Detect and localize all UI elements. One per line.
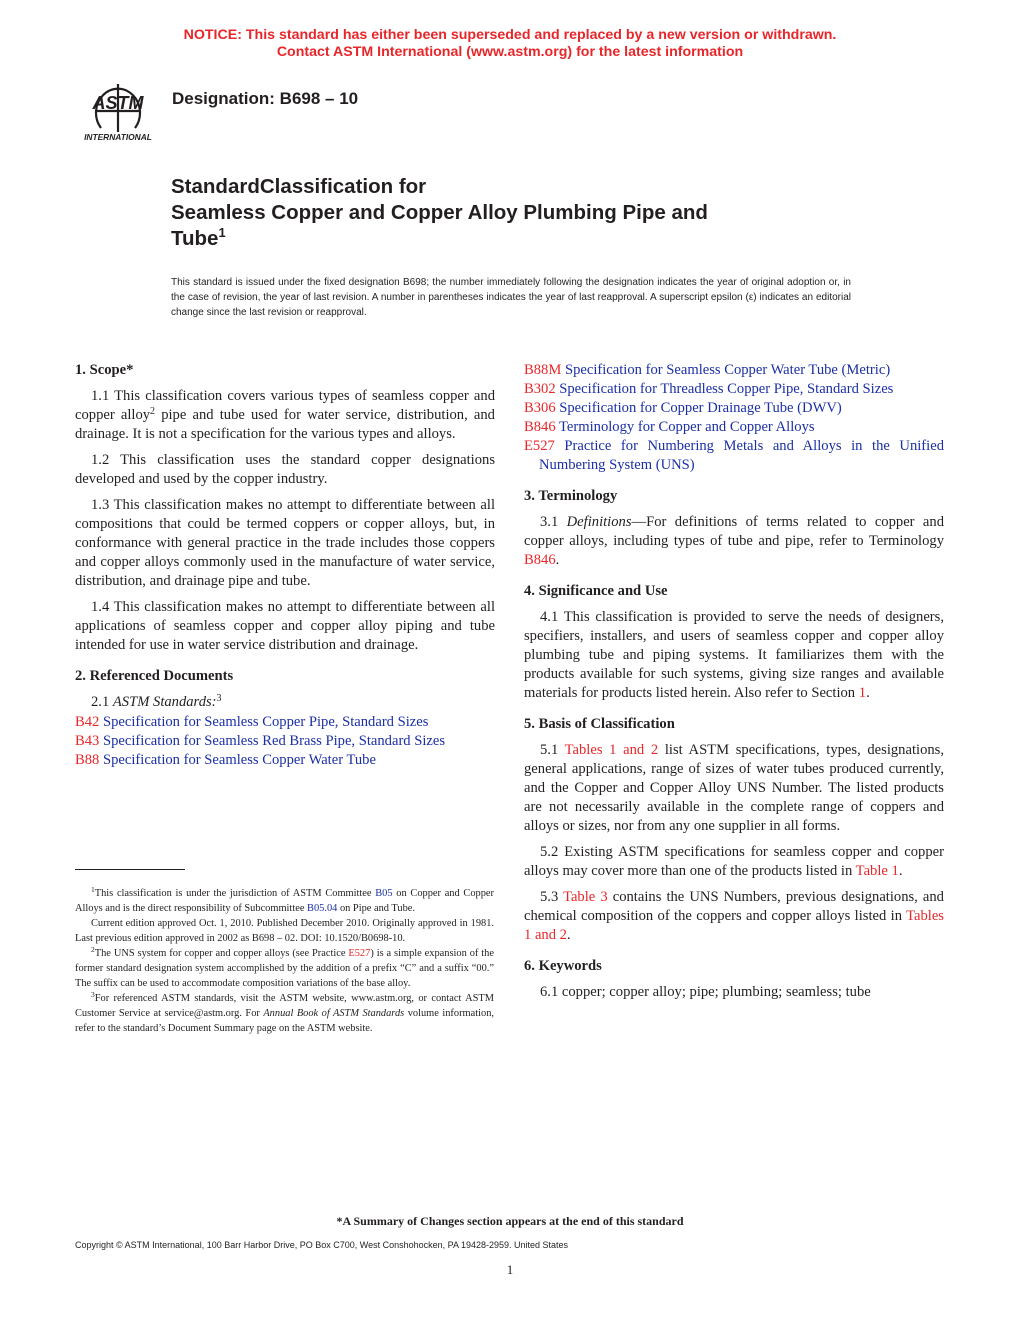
astm-logo-icon [75, 74, 161, 146]
basis-paragraph-2: 5.2 Existing ASTM specifications for seamless copper and copper alloys may cover more than one of the products listed in Table 1. [524, 844, 944, 879]
significance-heading: 4. Significance and Use [524, 583, 668, 599]
reference-item[interactable]: B306 Specification for Copper Drainage Tube (DWV) [524, 400, 842, 416]
link-b05[interactable]: B05 [375, 888, 393, 899]
designation: Designation: B698 – 10 [172, 89, 359, 108]
footnote-divider [75, 869, 185, 870]
reference-item[interactable]: B42 Specification for Seamless Copper Pipe, Standard Sizes [75, 714, 429, 730]
notice-line-1: NOTICE: This standard has either been superseded and replaced by a new version or withdrawn. [183, 27, 837, 43]
scope-heading: 1. Scope* [75, 362, 134, 378]
scope-paragraph-1: 1.1 This classification covers various types of seamless copper and copper alloy$^2$ pipe and tube used for water service, distribution, and drainage. It is not a specification for the various types and alloys. [75, 388, 495, 442]
reference-item[interactable]: B88M Specification for Seamless Copper Water Tube (Metric) [524, 362, 891, 378]
footnote-ref-3[interactable]: 3 [216, 693, 222, 704]
significance-paragraph: 4.1 This classification is provided to serve the needs of designers, specifiers, installers, and users of seamless copper and copper alloy plumbing tube and piping systems. It familiarizes them with the products available for such systems, giving size ranges and available materials for products listed herein. Also refer to Section 1. [524, 609, 944, 701]
right-column [524, 361, 944, 1009]
copyright: Copyright © ASTM International, 100 Barr Harbor Drive, PO Box C700, West Conshohocken, PA 19428-2959. United States [75, 1240, 569, 1250]
reference-item[interactable]: B846 Terminology for Copper and Copper Alloys [524, 419, 815, 435]
scope-paragraph-4: 1.4 This classification makes no attempt to differentiate between all applications of seamless copper and copper alloy piping and tube intended for use in water service distribution and drainage. [75, 599, 495, 653]
summary-note: *A Summary of Changes section appears at the end of this standard [336, 1214, 684, 1228]
link-table-3[interactable]: Table 3 [563, 889, 608, 905]
link-b05-04[interactable]: B05.04 [307, 903, 338, 914]
supersession-notice [0, 27, 1020, 61]
link-e527[interactable]: E527 [348, 948, 371, 959]
left-column [75, 361, 495, 770]
scope-paragraph-3: 1.3 This classification makes no attempt to differentiate between all compositions that could be termed coppers or copper alloys, but, in conformance with general practice in the trade includes those coppers and copper alloys commonly used in the manufacture of water service, distribution, and drainage pipe and tube. [75, 497, 495, 589]
footnote-1: $^1$This classification is under the jurisdiction of ASTM Committee B05 on Copper and Copper Alloys and is the direct responsibility of Subcommittee B05.04 on Pipe and Tube. [75, 885, 494, 914]
issued-note: This standard is issued under the fixed designation B698; the number immediately following the designation indicates the year of original adoption or, in the case of revision, the year of last revision. A number in parentheses indicates the year of last reapproval. A superscript epsilon (ε) indicates an editorial change since the last revision or reapproval. [171, 277, 851, 318]
footnotes [75, 886, 494, 1036]
footnote-1-edition: Current edition approved Oct. 1, 2010. Published December 2010. Originally approved in 1981. Last previous edition approved in 2002 as B698 – 02. DOI: 10.1520/B0698-10. [75, 918, 494, 944]
reference-item[interactable]: B302 Specification for Threadless Copper Pipe, Standard Sizes [524, 381, 894, 397]
link-b846[interactable]: B846 [524, 552, 556, 568]
link-table-1[interactable]: Table 1 [855, 863, 899, 879]
reference-item[interactable]: E527 Practice for Numbering Metals and Alloys in the Unified Numbering System (UNS) [524, 438, 944, 473]
footnote-ref-2[interactable]: 2 [150, 406, 156, 417]
title-line-2: Seamless Copper and Copper Alloy Plumbing Pipe and [171, 201, 708, 224]
title-line-3: Tube [171, 227, 219, 250]
title-footnote-ref[interactable]: 1 [218, 225, 226, 240]
footnote-3: $^3$For referenced ASTM standards, visit the ASTM website, www.astm.org, or contact ASTM Customer Service at service@astm.org. For Annual Book of ASTM Standards volume information, refer to the standard’s Document Summary page on the ASTM website. [75, 990, 494, 1034]
terminology-heading: 3. Terminology [524, 488, 618, 504]
title-line-1: StandardClassification for [171, 175, 427, 198]
scope-paragraph-2: 1.2 This classification uses the standard copper designations developed and used by the copper industry. [75, 452, 495, 487]
keywords-paragraph: 6.1 copper; copper alloy; pipe; plumbing; seamless; tube [540, 984, 871, 1000]
terminology-paragraph: 3.1 Definitions—For definitions of terms related to copper and copper alloys, including types of tube and pipe, refer to Terminology B846. [524, 514, 944, 568]
reference-item[interactable]: B88 Specification for Seamless Copper Water Tube [75, 752, 376, 768]
logo-subtext: INTERNATIONAL [84, 132, 152, 142]
keywords-heading: 6. Keywords [524, 958, 602, 974]
footnote-2: $^2$The UNS system for copper and copper alloys (see Practice E527) is a simple expansion of the former standard designation system accomplished by the addition of a prefix “C” and a suffix “00.” The suffix can be used to accommodate composition variations of the base alloy. [75, 945, 494, 989]
astm-standards-label: 2.1 ASTM Standards:$^3$ [91, 693, 222, 710]
basis-heading: 5. Basis of Classification [524, 716, 675, 732]
logo-text: ASTM [92, 93, 144, 113]
reference-item[interactable]: B43 Specification for Seamless Red Brass Pipe, Standard Sizes [75, 733, 446, 749]
notice-line-2: Contact ASTM International (www.astm.org) for the latest information [276, 44, 744, 60]
basis-paragraph-3: 5.3 Table 3 contains the UNS Numbers, previous designations, and chemical composition of the coppers and copper alloys listed in Tables 1 and 2. [524, 889, 944, 943]
basis-paragraph-1: 5.1 Tables 1 and 2 list ASTM specifications, types, designations, general applications, range of sizes of water tubes produced currently, and the Copper and Copper Alloy UNS Number. The listed products are not necessarily available in the complete range of coppers and alloys or sizes, nor from any one supplier in all forms. [524, 742, 944, 834]
document-title [171, 174, 871, 252]
link-tables-1-2[interactable]: Tables 1 and 2 [524, 908, 944, 943]
link-tables-1-2[interactable]: Tables 1 and 2 [564, 742, 659, 758]
referenced-documents-heading: 2. Referenced Documents [75, 668, 234, 684]
page-number: 1 [506, 1262, 514, 1277]
link-section-1[interactable]: 1 [858, 685, 867, 701]
